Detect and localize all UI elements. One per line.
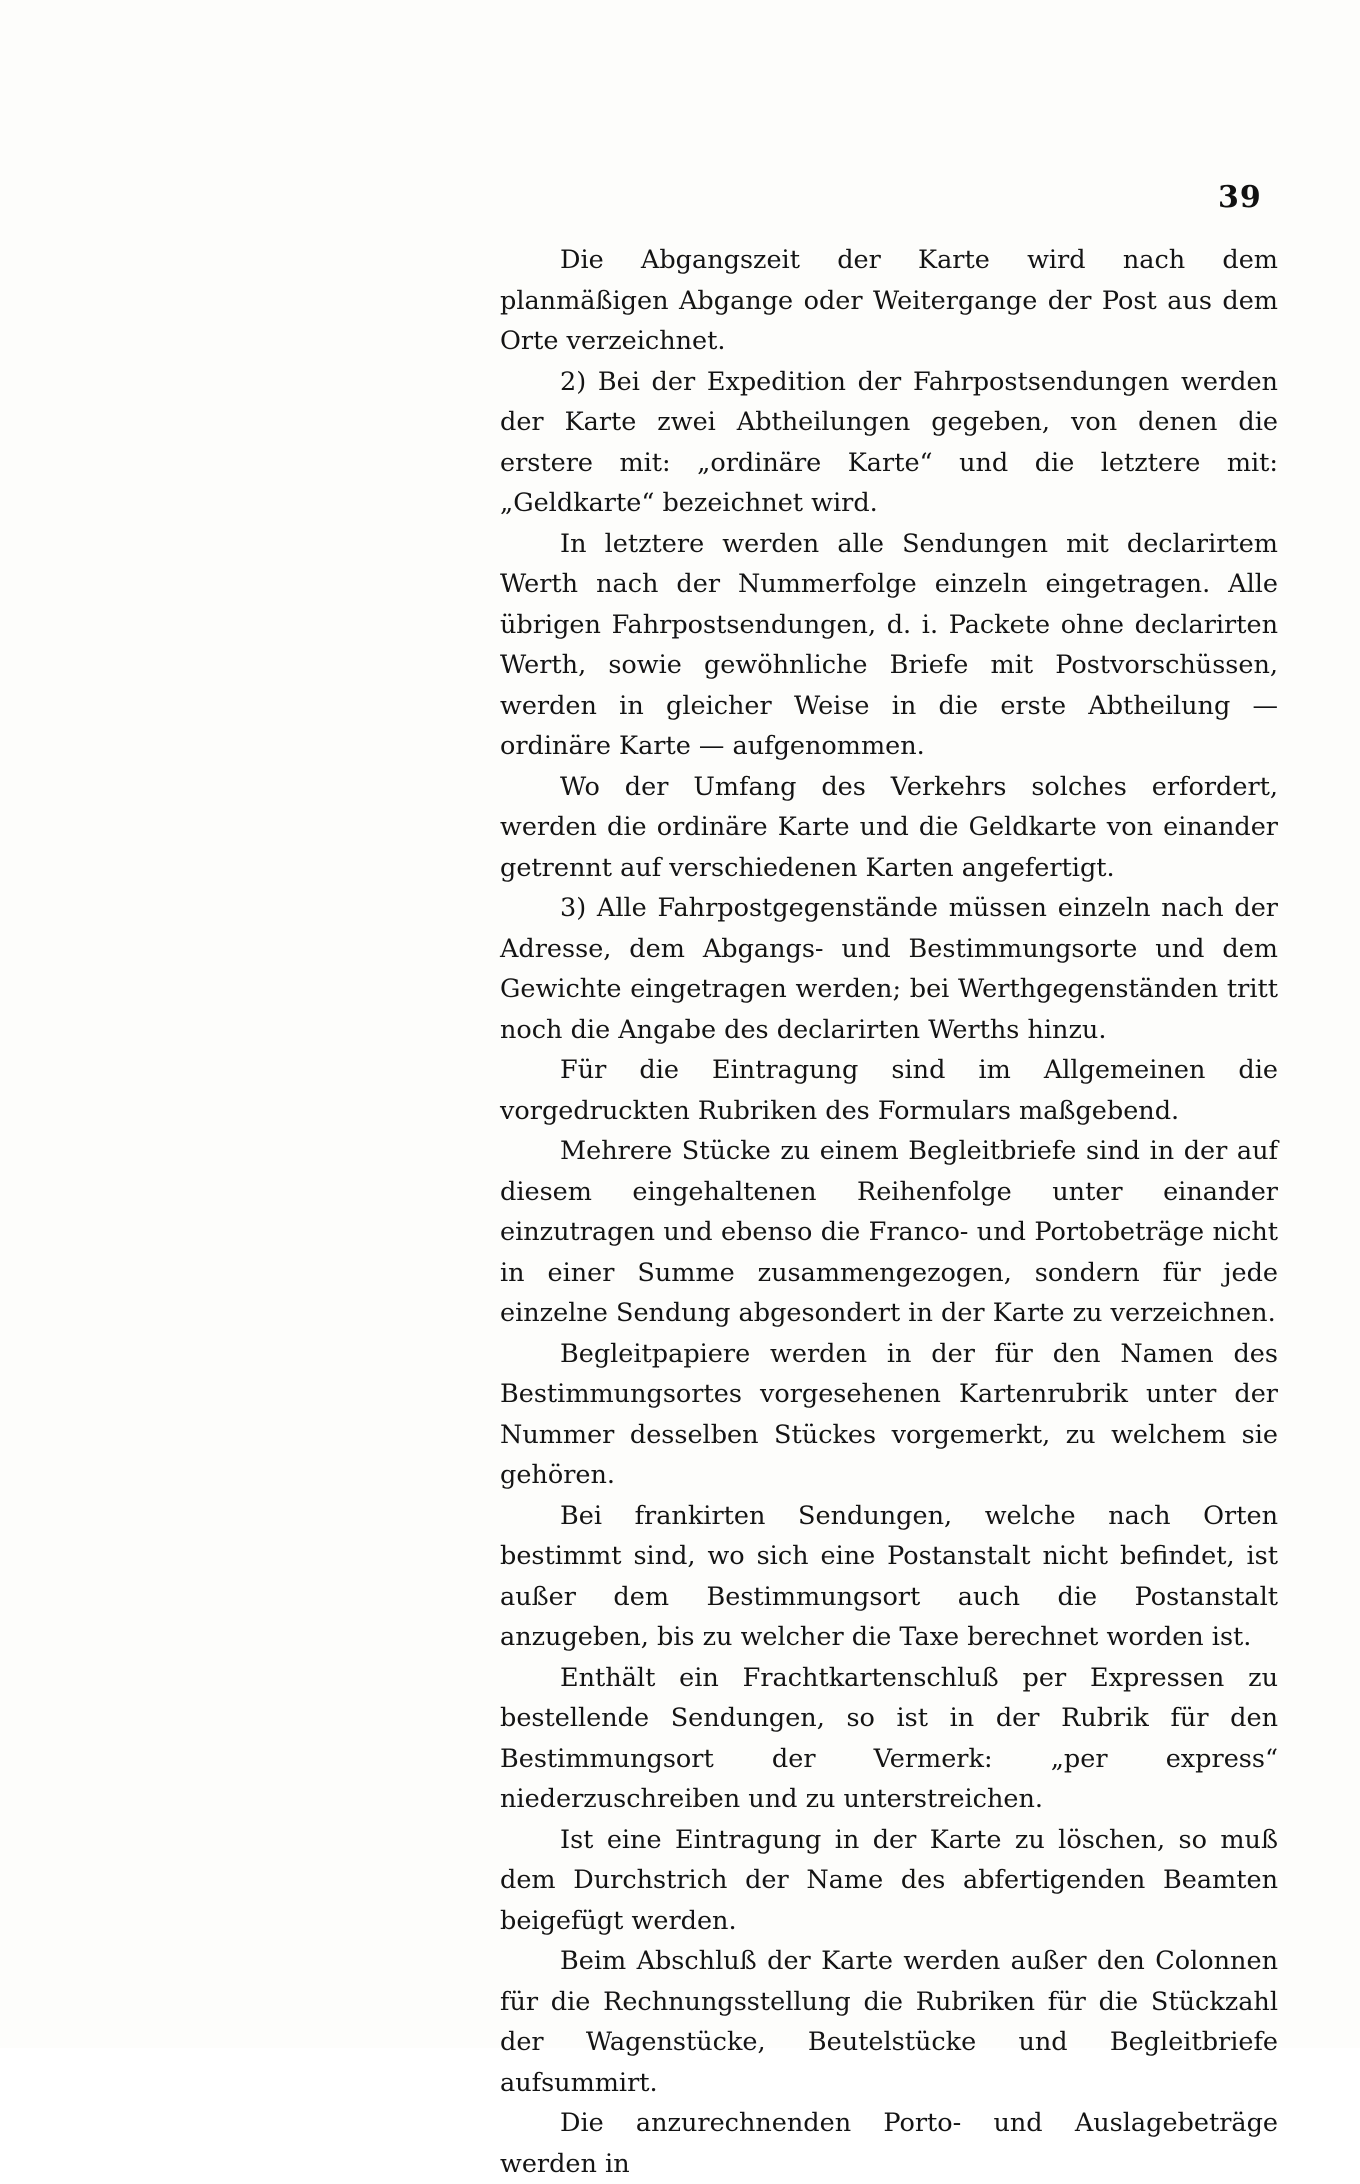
paragraph-section-2: 2) Bei der Expedition der Fahrpostsendungen werden der Karte zwei Abtheilungen gegeben, von denen die erstere mit: „ordinäre Karte“ und die letztere mit: „Geldkarte“ bezeichnet wird. — [500, 366, 1278, 518]
paragraph-declared-value: In letztere werden alle Sendungen mit declarirtem Werth nach der Nummerfolge einzeln eingetragen. Alle übrigen Fahrpostsendungen, d. i. Packete ohne declarirten Werth, sowie gewöhnliche Briefe mit Postvorschüssen, werden in gleicher Weise in die erste Abtheilung — ordinäre Karte — aufgenommen. — [500, 528, 1278, 761]
paragraph-postage-amounts: Die anzurechnenden Porto- und Auslagebeträge werden in — [500, 2108, 1278, 2179]
page-number: 39 — [1218, 180, 1262, 215]
paragraph-card-closing: Beim Abschluß der Karte werden außer den Colonnen für die Rechnungsstellung die Rubriken für die Stückzahl der Wagenstücke, Beutelstücke und Begleitbriefe aufsummirt. — [500, 1946, 1278, 2098]
paragraph-express: Enthält ein Frachtkartenschluß per Expressen zu bestellende Sendungen, so ist in der Rubrik für den Bestimmungsort der Vermerk: „per express“ niederzuschreiben und zu unterstreichen. — [500, 1662, 1278, 1814]
paragraph-entry-rubrics: Für die Eintragung sind im Allgemeinen die vorgedruckten Rubriken des Formulars maßgebend. — [500, 1055, 1278, 1126]
paragraph-deletion: Ist eine Eintragung in der Karte zu löschen, so muß dem Durchstrich der Name des abfertigenden Beamten beigefügt werden. — [500, 1824, 1278, 1936]
paragraph-accompanying-papers: Begleitpapiere werden in der für den Namen des Bestimmungsortes vorgesehenen Kartenrubrik unter der Nummer desselben Stückes vorgemerkt, zu welchem sie gehören. — [500, 1338, 1278, 1490]
paragraph-prepaid-shipments: Bei frankirten Sendungen, welche nach Orten bestimmt sind, wo sich eine Postanstalt nicht befindet, ist außer dem Bestimmungsort auch die Postanstalt anzugeben, bis zu welcher die Taxe berechnet worden ist. — [500, 1500, 1278, 1652]
paragraph-section-3: 3) Alle Fahrpostgegenstände müssen einzeln nach der Adresse, dem Abgangs- und Bestimmungsorte und dem Gewichte eingetragen werden; bei Werthgegenständen tritt noch die Angabe des declarirten Werths hinzu. — [500, 893, 1278, 1045]
paragraph-departure-time: Die Abgangszeit der Karte wird nach dem planmäßigen Abgange oder Weitergange der Post aus dem Orte verzeichnet. — [500, 245, 1278, 356]
paragraph-multiple-pieces: Mehrere Stücke zu einem Begleitbriefe sind in der auf diesem eingehaltenen Reihenfolge unter einander einzutragen und ebenso die Franco- und Portobeträge nicht in einer Summe zusammengezogen, sondern für jede einzelne Sendung abgesondert in der Karte zu verzeichnen. — [500, 1136, 1278, 1328]
paragraph-separate-cards: Wo der Umfang des Verkehrs solches erfordert, werden die ordinäre Karte und die Geldkarte von einander getrennt auf verschiedenen Karten angefertigt. — [500, 771, 1278, 883]
body-text — [500, 240, 1278, 2184]
